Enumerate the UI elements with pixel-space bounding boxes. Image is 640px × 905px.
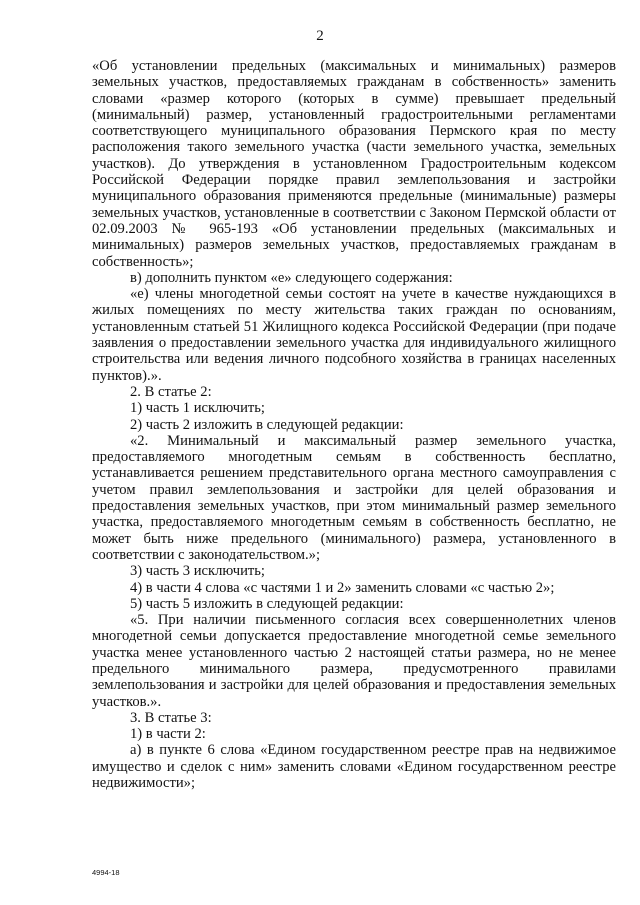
paragraph-article-3: 3. В статье 3: — [130, 709, 212, 726]
paragraph-quote-2: «2. Минимальный и максимальный размер земельного участка, предоставляемого многодетным семьям в собственность бесплатно, устанавливается решением представительного органа местного самоуправления с учетом правил землепользования и застройки для целей образования и предоставления земельных участков, при этом минимальный размер земельного участка, предоставляемого многодетным семьям в собственность бесплатно, не может быть ниже предельного (минимального) размера, установленного в соответствии с законодательством.»; — [92, 432, 616, 563]
page-number: 2 — [316, 28, 324, 44]
document-body — [92, 58, 616, 791]
paragraph-part-4-replace: 4) в части 4 слова «с частями 1 и 2» заменить словами «с частью 2»; — [130, 579, 555, 596]
paragraph-article-2: 2. В статье 2: — [130, 383, 212, 400]
document-code: 4994-18 — [92, 868, 120, 877]
paragraph-quote-5: «5. При наличии письменного согласия всех совершеннолетних членов многодетной семьи допускается предоставление многодетной семье земельного участка менее установленного частью 2 настоящей статьи размера, но не менее предельного минимального размера, предусмотренного правилами землепользования и застройки для целей образования и предоставления земельных участков.». — [92, 612, 616, 710]
paragraph-item-a: а) в пункте 6 слова «Едином государственном реестре прав на недвижимое имущество и сделок с ним» заменить словами «Едином государственном реестре недвижимости»; — [92, 742, 616, 792]
paragraph-quote-e: «е) члены многодетной семьи состоят на учете в качестве нуждающихся в жилых помещениях по месту жительства таких граждан по основаниям, установленным статьей 51 Жилищного кодекса Российской Федерации (при подаче заявления о предоставлении земельного участка для индивидуального жилищного строительства или ведения личного подсобного хозяйства в границах населенных пунктов).». — [92, 286, 616, 384]
paragraph-part-2-edit: 2) часть 2 изложить в следующей редакции: — [130, 416, 404, 433]
paragraph-continuation: «Об установлении предельных (максимальных и минимальных) размеров земельных участков, предоставляемых гражданам в собственность» заменить словами «размер которого (которых в сумме) превышает предельный (минимальный) размер, установленный градостроительными регламентами соответствующего муниципального образования Пермского края по месту расположения такого земельного участка (части земельного участка, земельных участков). До утверждения в установленном Градостроительным кодексом Российской Федерации порядке правил землепользования и застройки муниципального образования применяются предельные (минимальные) размеры земельных участков, установленные в соответствии с Законом Пермской области от 02.09.2003 № 965-193 «Об установлении предельных (максимальных и минимальных) размеров земельных участков, предоставляемых гражданам в собственность»; — [92, 58, 616, 270]
paragraph-part-3-exclude: 3) часть 3 исключить; — [130, 563, 265, 580]
paragraph-part-5-edit: 5) часть 5 изложить в следующей редакции: — [130, 595, 404, 612]
paragraph-part-1-exclude: 1) часть 1 исключить; — [130, 400, 265, 417]
paragraph-item-v: в) дополнить пунктом «е» следующего содержания: — [130, 269, 453, 286]
paragraph-part-2: 1) в части 2: — [130, 726, 206, 743]
